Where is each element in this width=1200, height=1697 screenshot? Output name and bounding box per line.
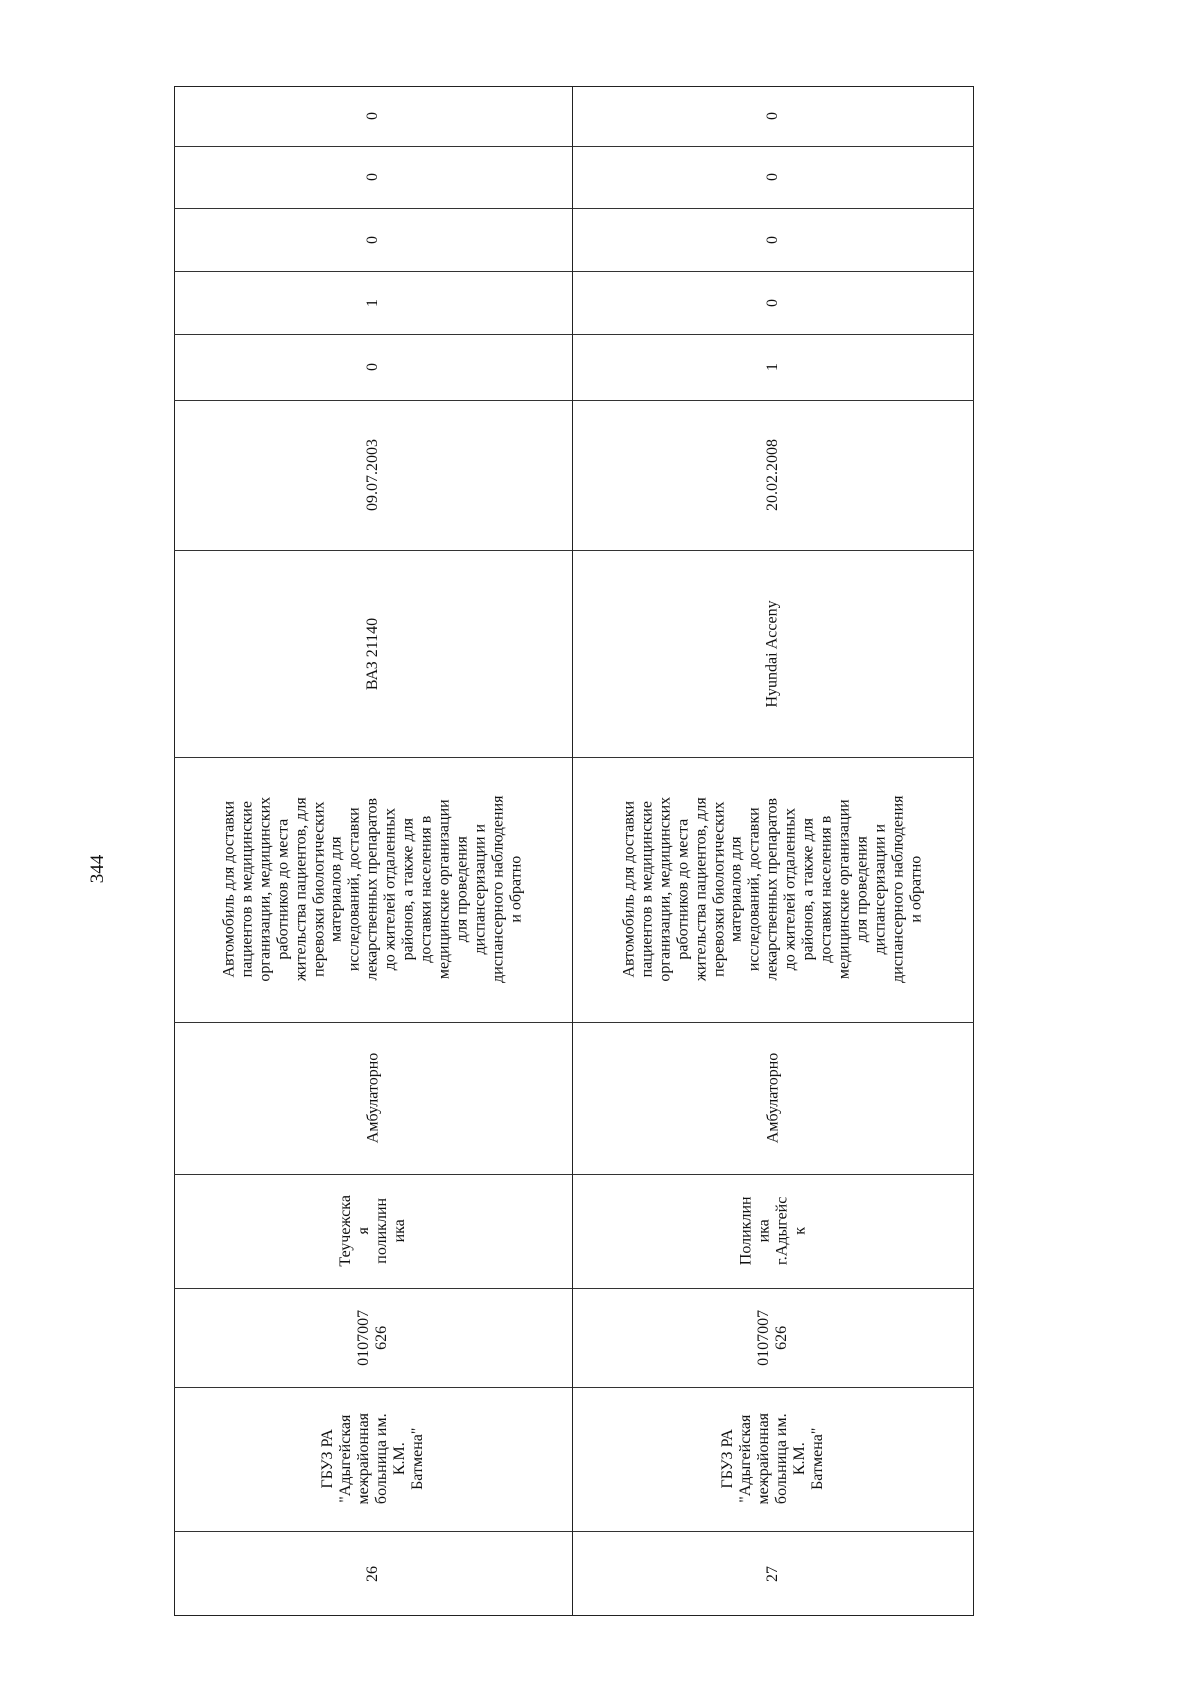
record-27-v1-cell [572, 334, 974, 400]
record-26-purpose: Автомобиль для доставки пациентов в медицинские организации, медицинских работников до места жительства пациентов, для перевозки биологических материалов для исследований, доставки лекарственных препаратов до жителей отдаленных районов, а также для доставки населения в медицинские организации для проведения диспансеризации и диспансерного наблюдения и обратно [220, 795, 525, 984]
record-27-date: 20.02.2008 [764, 439, 782, 511]
record-26-v4-cell [174, 146, 572, 208]
record-26-model: ВАЗ 21140 [364, 617, 382, 690]
record-26-code-cell [174, 1288, 572, 1387]
record-27-subdivision-cell [572, 1174, 974, 1288]
record-27-v3: 0 [764, 235, 782, 244]
record-26-care-form: Амбулаторно [364, 1052, 382, 1144]
record-27-purpose: Автомобиль для доставки пациентов в медицинские организации, медицинских работников до места жительства пациентов, для перевозки биологических материалов для исследований, доставки лекарственных препаратов до жителей отдаленных районов, а также для доставки населения в медицинские организации для проведения диспансеризации и диспансерного наблюдения и обратно [620, 795, 925, 984]
record-27-v5: 0 [764, 112, 782, 120]
record-27-v5-cell [572, 86, 974, 146]
record-26-organization-cell [174, 1387, 572, 1531]
record-27-model: Hyundai Acceny [764, 599, 782, 708]
record-27-number: 27 [764, 1565, 782, 1582]
page-number: 344 [87, 854, 108, 884]
record-26-v3: 0 [364, 235, 382, 244]
record-27-v4: 0 [764, 173, 782, 181]
record-27-purpose-cell [572, 757, 974, 1022]
record-27-v4-cell [572, 146, 974, 208]
record-26-purpose-cell [174, 757, 572, 1022]
record-26-model-cell [174, 550, 572, 757]
record-26-organization: ГБУЗ РА "Адыгейская межрайонная больница им. К.М. Батмена" [319, 1413, 426, 1505]
record-27-v1: 1 [764, 363, 782, 371]
record-27-organization-cell [572, 1387, 974, 1531]
record-27-date-cell [572, 400, 974, 550]
record-26-code: 0107007 626 [355, 1309, 390, 1366]
record-27-v2: 0 [764, 298, 782, 307]
record-26-v1-cell [174, 334, 572, 400]
record-26-v2: 1 [364, 298, 382, 307]
record-27-care-form: Амбулаторно [764, 1052, 782, 1144]
record-27-code: 0107007 626 [755, 1309, 790, 1366]
record-26-subdivision-cell [174, 1174, 572, 1288]
record-26-v2-cell [174, 271, 572, 334]
record-26-v5: 0 [364, 112, 382, 120]
record-27-care-form-cell [572, 1022, 974, 1174]
record-27-subdivision: Поликлин ика г.Адыгейс к [737, 1196, 808, 1266]
record-27-number-cell [572, 1531, 974, 1616]
record-26-v5-cell [174, 86, 572, 146]
record-27-v3-cell [572, 208, 974, 271]
record-26-number: 26 [364, 1565, 382, 1582]
record-26-v4: 0 [364, 173, 382, 181]
record-27-v2-cell [572, 271, 974, 334]
record-26-number-cell [174, 1531, 572, 1616]
record-27-model-cell [572, 550, 974, 757]
record-26-date-cell [174, 400, 572, 550]
record-27-organization: ГБУЗ РА "Адыгейская межрайонная больница им. К.М. Батмена" [719, 1413, 826, 1505]
record-27-code-cell [572, 1288, 974, 1387]
record-26-subdivision: Теучежска я поликлин ика [337, 1195, 408, 1267]
record-26-date: 09.07.2003 [364, 439, 382, 511]
record-26-v3-cell [174, 208, 572, 271]
record-26-v1: 0 [364, 363, 382, 371]
record-26-care-form-cell [174, 1022, 572, 1174]
